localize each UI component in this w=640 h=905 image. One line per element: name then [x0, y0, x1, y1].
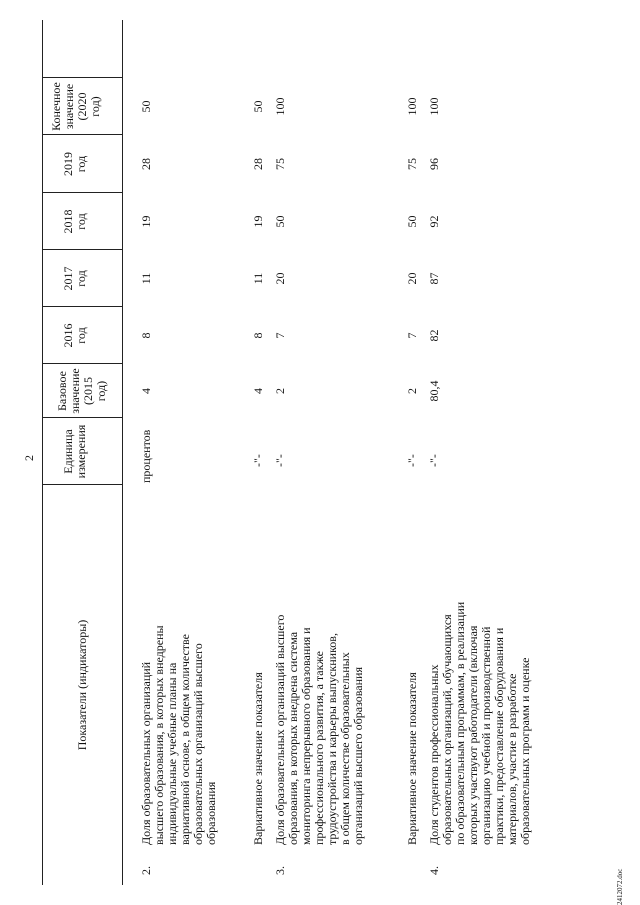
value-final: 100 [273, 97, 287, 116]
header-unit: Единица измерения [61, 424, 88, 479]
value-2017: 11 [251, 272, 265, 285]
base-value: 4 [139, 388, 153, 394]
value-2019: 28 [251, 158, 265, 170]
unit-cell: -"- [427, 454, 441, 467]
row-number: 3. [273, 866, 287, 875]
value-2016: 8 [139, 332, 153, 339]
value-2016: 8 [251, 332, 265, 339]
value-2016: 7 [405, 332, 419, 339]
header-2017: 2017 год [61, 266, 88, 291]
value-2018: 50 [405, 215, 419, 228]
indicator-text: Вариативное значение показателя [405, 672, 419, 845]
base-value: 2 [273, 388, 287, 394]
value-2017: 11 [139, 272, 153, 285]
document-code: 2412072.doc [616, 868, 624, 905]
value-2017: 20 [405, 272, 419, 285]
header-2018: 2018 год [61, 209, 88, 234]
indicator-text: Доля образовательных организаций высшего образования, в которых внедрена система мониторинга непрерывного образования и профессионального развития, а также трудоустройства и карьеры выпускников, в общем количестве образовательных организаций высшего образования [273, 614, 365, 845]
value-2017: 87 [427, 272, 441, 285]
unit-cell: -"- [251, 454, 265, 467]
table-top-border [42, 20, 43, 885]
header-2019: 2019 год [61, 152, 88, 176]
header-indicator: Показатели (индикаторы) [75, 619, 89, 751]
header-final: Конечное значение (2020 год) [49, 82, 102, 131]
indicator-text: Доля образовательных организаций высшего образования, в которых внедрены индивидуальные учебные планы на вариативной основе, в общем количестве образовательных организаций высшего образования [139, 625, 218, 845]
value-2017: 20 [273, 272, 287, 285]
value-2018: 19 [251, 215, 265, 228]
indicator-text: Доля студентов профессиональных образовательных организаций, обучающихся по образовательным программам, в реализации которых участвуют работодатели (включая организацию учебной и производственной практики, предоставление оборудования и материалов, участие в разработке образовательных программ и оценке [427, 601, 532, 845]
value-2019: 75 [273, 158, 287, 170]
value-2018: 92 [427, 215, 441, 228]
header-bottom-border [122, 20, 123, 885]
row-number: 2. [139, 866, 153, 875]
value-2019: 28 [139, 158, 153, 170]
row-number: 4. [427, 866, 441, 875]
value-2018: 19 [139, 215, 153, 228]
indicator-text: Вариативное значение показателя [251, 672, 265, 845]
value-final: 100 [405, 97, 419, 116]
unit-cell: -"- [273, 454, 287, 467]
page-number: 2 [22, 455, 36, 461]
base-value: 4 [251, 388, 265, 394]
unit-cell: процентов [139, 429, 153, 483]
header-base: Базовое значение (2015 год) [55, 368, 108, 414]
unit-cell: -"- [405, 454, 419, 467]
value-2018: 50 [273, 215, 287, 228]
value-2016: 82 [427, 329, 441, 342]
value-final: 50 [139, 100, 153, 113]
value-final: 50 [251, 100, 265, 113]
base-value: 2 [405, 388, 419, 394]
value-final: 100 [427, 97, 441, 116]
base-value: 80,4 [427, 380, 441, 402]
value-2019: 96 [427, 158, 441, 170]
value-2019: 75 [405, 158, 419, 170]
value-2016: 7 [273, 332, 287, 339]
header-2016: 2016 год [61, 323, 88, 348]
